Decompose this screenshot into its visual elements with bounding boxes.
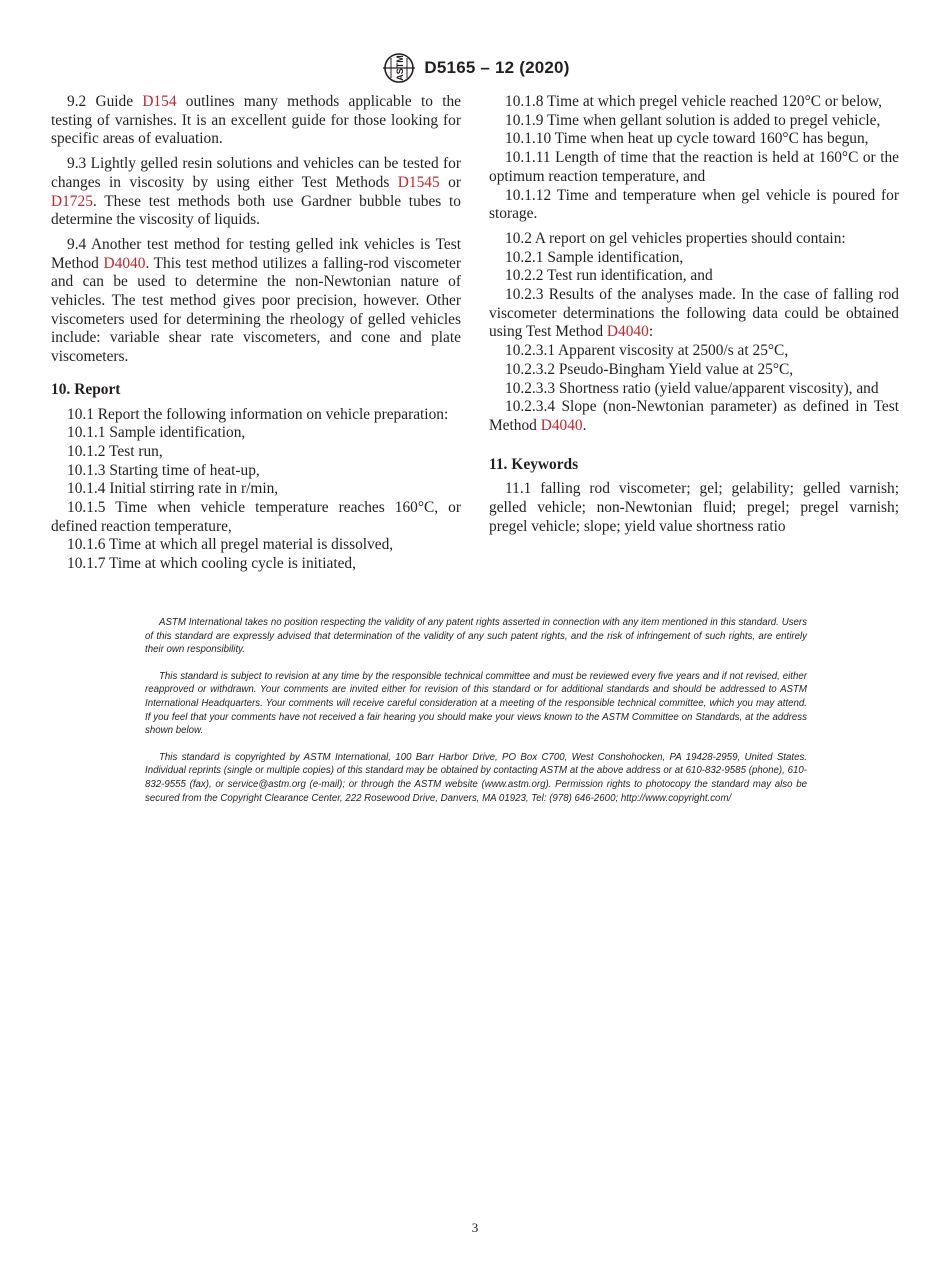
paragraph-10-2: 10.2 A report on gel vehicles properties should contain: — [505, 229, 846, 247]
list-item: 10.1.6 Time at which all pregel material is dissolved, — [67, 536, 394, 554]
link-d4040[interactable]: D4040 — [540, 416, 583, 434]
list-item: 10.2.3.2 Pseudo-Bingham Yield value at 25°C, — [505, 360, 794, 378]
astm-notice — [145, 616, 807, 818]
page-number: 3 — [471, 1220, 479, 1235]
list-item: 10.1.12 Time and temperature when gel vehicle is poured for storage. — [489, 186, 899, 223]
paragraph-10-2-3-4: 10.2.3.4 Slope (non-Newtonian parameter) as defined in Test Method D4040. — [489, 398, 899, 434]
astm-logo-icon — [380, 52, 418, 84]
list-item: 10.1.11 Length of time that the reaction is held at 160°C or the optimum reaction temperature, and — [489, 149, 899, 185]
link-d1725[interactable]: D1725 — [51, 192, 93, 210]
section-11-heading: 11. Keywords — [489, 455, 579, 473]
list-item: 10.2.1 Sample identification, — [505, 248, 684, 266]
right-column — [489, 93, 899, 536]
section-10-heading: 10. Report — [51, 380, 121, 398]
left-column — [51, 93, 461, 574]
link-d1545[interactable]: D1545 — [397, 173, 440, 191]
patent-notice: ASTM International takes no position respecting the validity of any patent rights asserted in connection with any item mentioned in this standard. Users of this standard are expressly advised that determination of the validity of any such patent rights, and the risk of infringement of such rights, are entirely their own responsibility. — [145, 617, 807, 656]
page-header — [0, 51, 950, 85]
list-item: 10.1.5 Time when vehicle temperature reaches 160°C, or defined reaction temperature, — [51, 499, 461, 535]
link-d4040[interactable]: D4040 — [606, 323, 649, 341]
paragraph-9-4: 9.4 Another test method for testing gelled ink vehicles is Test Method D4040. This test method utilizes a falling-rod viscometer and can be used to determine the non-Newtonian nature of vehicles. The test method gives poor precision, however. Other viscometers used for determining the rheology of gelled vehicles include: variable shear rate viscometers, and cone and plate viscometers. — [51, 235, 461, 366]
paragraph-11-1: 11.1 falling rod viscometer; gel; gelability; gelled varnish; gelled vehicle; non-Newtonian fluid; pregel; pregel varnish; pregel vehicle; slope; yield value shortness ratio — [489, 480, 899, 535]
paragraph-10-1: 10.1 Report the following information on vehicle preparation: — [67, 405, 449, 423]
svg-text:ASTM: ASTM — [395, 55, 406, 81]
list-item: 10.1.3 Starting time of heat-up, — [67, 461, 260, 479]
paragraph-10-2-3: 10.2.3 Results of the analyses made. In the case of falling rod viscometer determinations the following data could be obtained using Test Method D4040: — [489, 286, 899, 341]
copyright-notice: This standard is copyrighted by ASTM International, 100 Barr Harbor Drive, PO Box C700, West Conshohocken, PA 19428-2959, United States. Individual reprints (single or multiple copies) of this standard may be obtained by contacting ASTM at the above address or at 610-832-9585 (phone), 610-832-9555 (fax), or service@astm.org (e-mail); or through the ASTM website (www.astm.org). Permission rights to photocopy the standard may also be secured from the Copyright Clearance Center, 222 Rosewood Drive, Danvers, MA 01923, Tel: (978) 646-2600; http://www.copyright.com/ — [145, 751, 807, 804]
list-item: 10.1.10 Time when heat up cycle toward 160°C has begun, — [505, 130, 869, 148]
revision-notice: This standard is subject to revision at any time by the responsible technical committee and must be reviewed every five years and if not revised, either reapproved or withdrawn. Your comments are invited either for revision of this standard or for additional standards and should be addressed to ASTM International Headquarters. Your comments will receive careful consideration at a meeting of the responsible technical committee, which you may attend. If you feel that your comments have not received a fair hearing you should make your views known to the ASTM Committee on Standards, at the address shown below. — [145, 670, 807, 737]
list-item: 10.2.3.1 Apparent viscosity at 2500/s at 25°C, — [505, 342, 789, 360]
list-item: 10.1.9 Time when gellant solution is added to pregel vehicle, — [505, 111, 881, 129]
paragraph-9-2: 9.2 Guide D154 outlines many methods applicable to the testing of varnishes. It is an excellent guide for those looking for specific areas of evaluation. — [51, 93, 461, 148]
paragraph-9-3: 9.3 Lightly gelled resin solutions and vehicles can be tested for changes in viscosity by using either Test Methods D1545 or D1725. These test methods both use Gardner bubble tubes to determine the viscosity of liquids. — [51, 155, 461, 229]
list-item: 10.1.4 Initial stirring rate in r/min, — [67, 480, 279, 498]
list-item: 10.1.7 Time at which cooling cycle is initiated, — [67, 555, 356, 573]
list-item: 10.2.2 Test run identification, and — [505, 267, 713, 285]
link-d4040[interactable]: D4040 — [103, 254, 146, 272]
link-d154[interactable]: D154 — [142, 93, 177, 110]
standard-designation: D5165 – 12 (2020) — [424, 58, 570, 77]
list-item: 10.1.1 Sample identification, — [67, 424, 246, 442]
list-item: 10.1.2 Test run, — [67, 442, 163, 460]
list-item: 10.1.8 Time at which pregel vehicle reached 120°C or below, — [505, 93, 883, 110]
list-item: 10.2.3.3 Shortness ratio (yield value/apparent viscosity), and — [505, 379, 879, 397]
